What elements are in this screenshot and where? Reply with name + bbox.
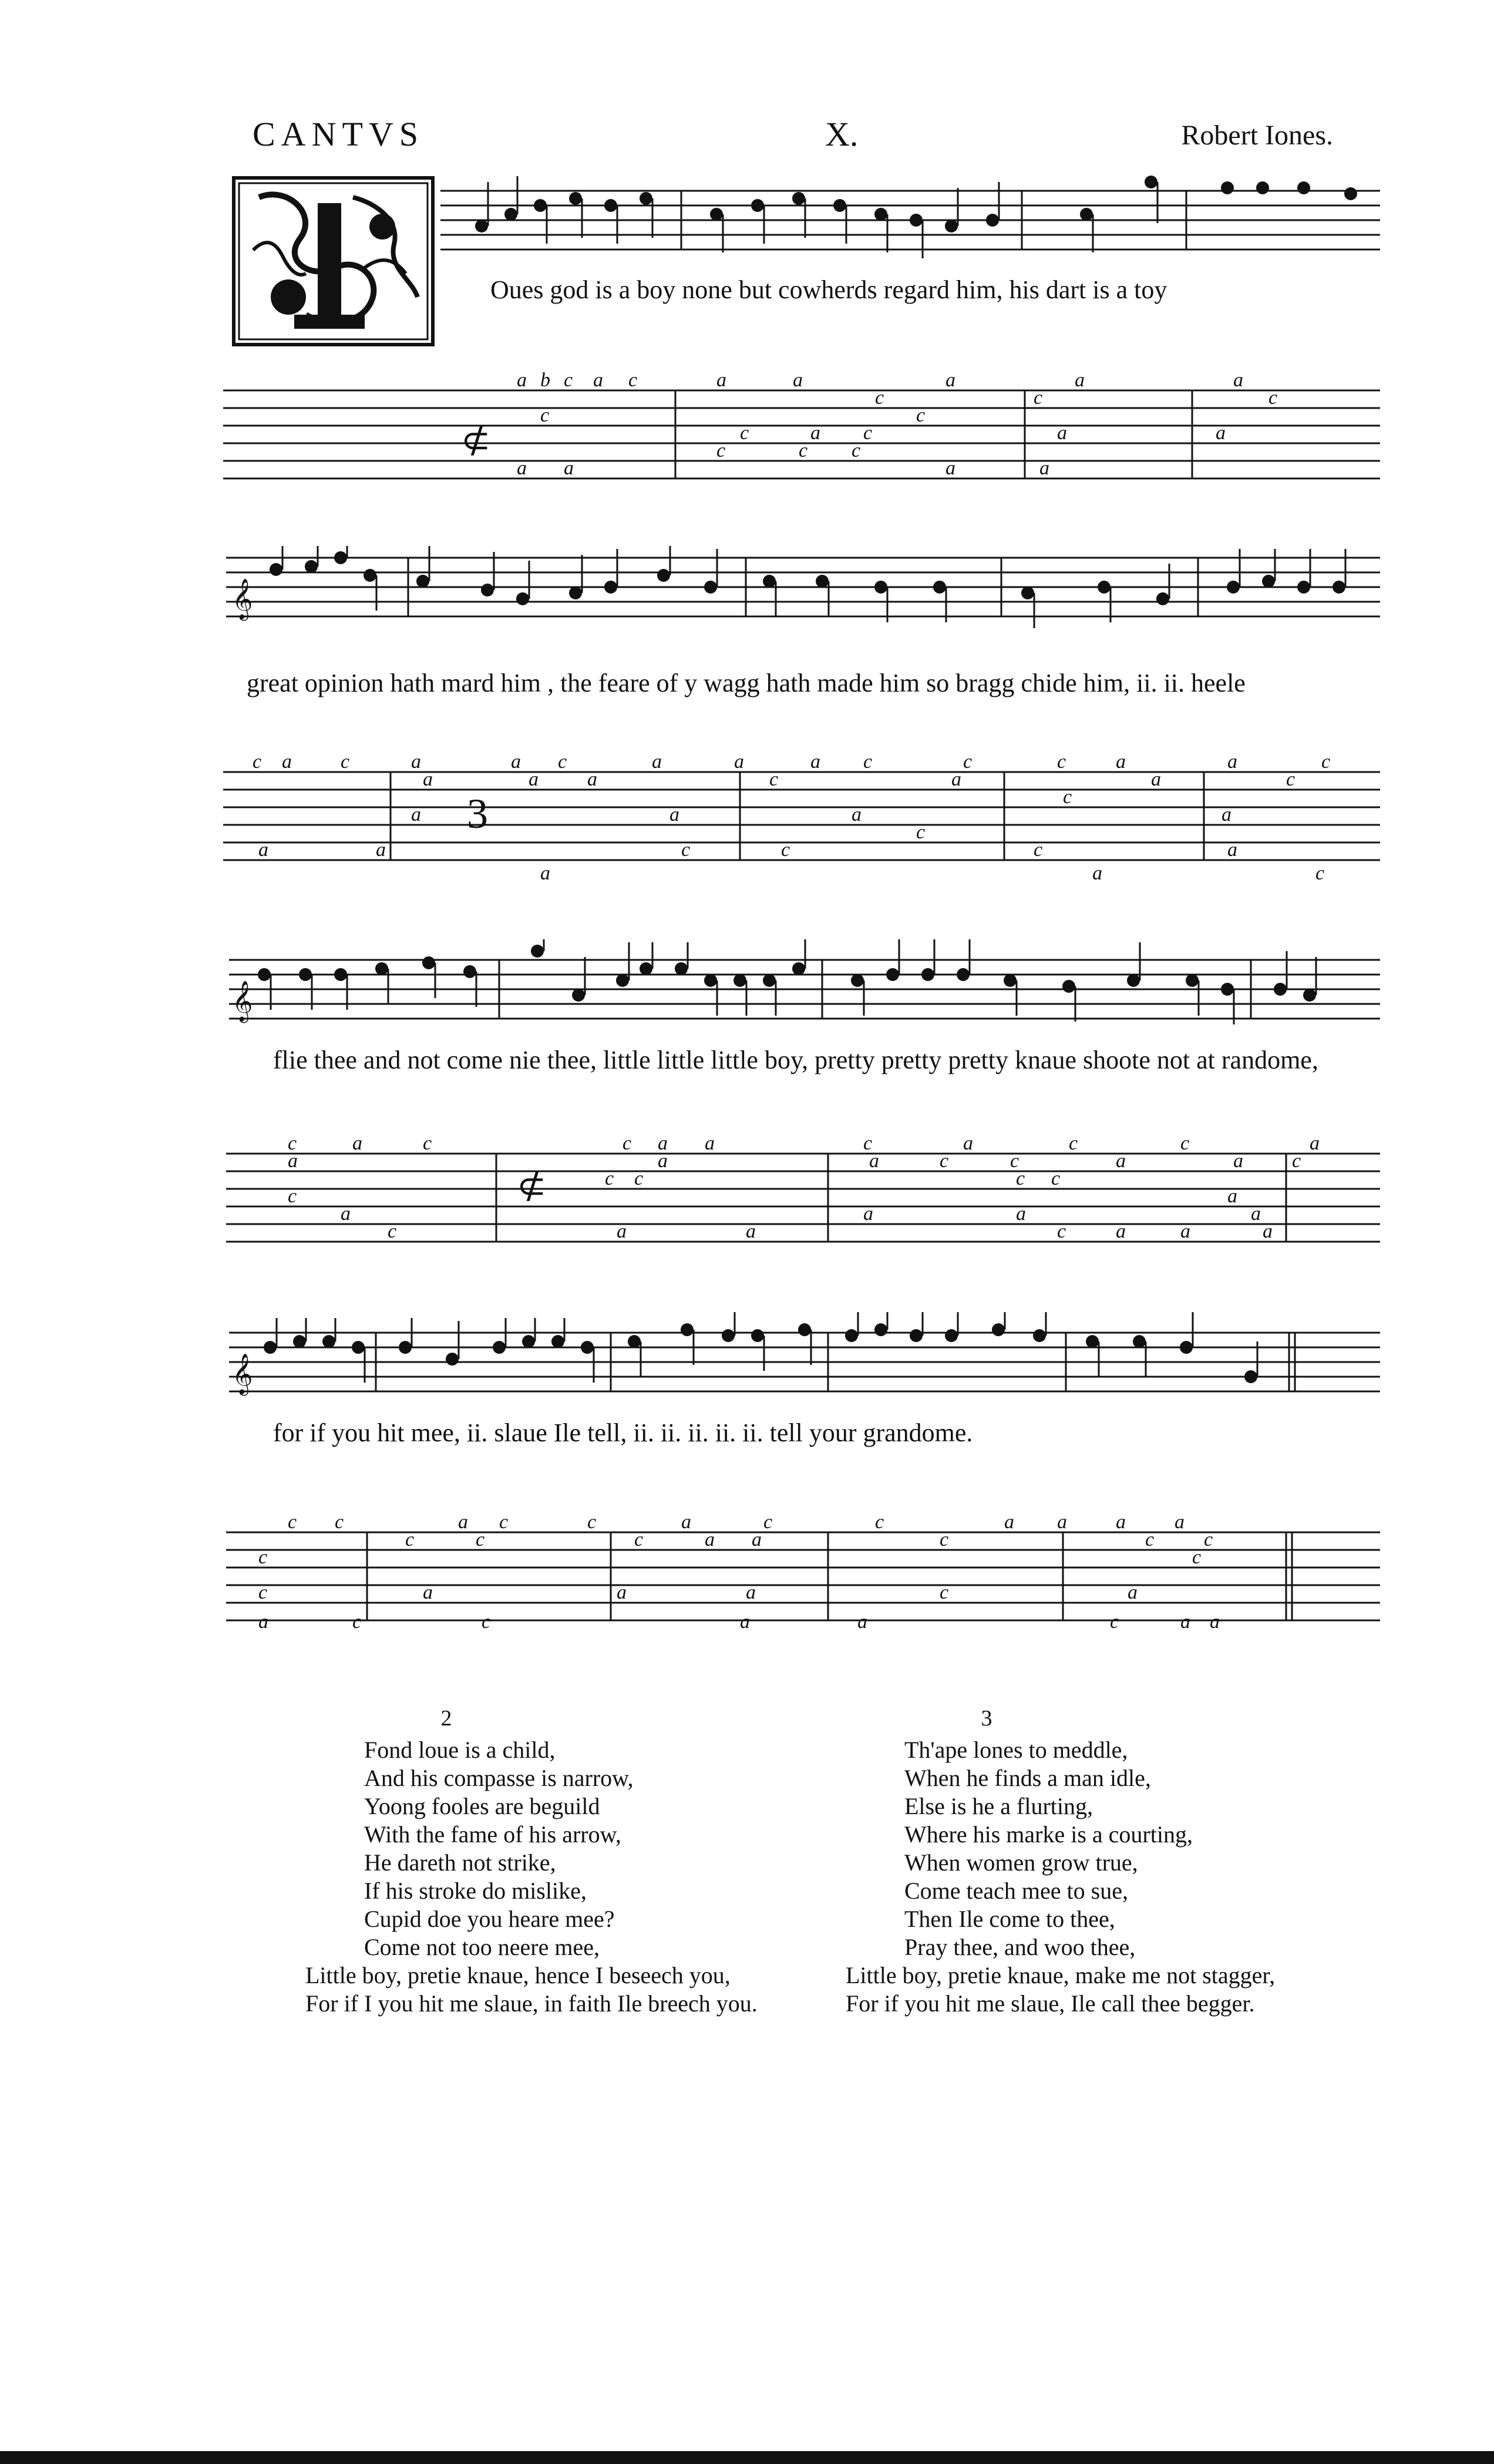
svg-text:c: c	[253, 751, 262, 773]
svg-text:a: a	[423, 768, 433, 790]
svg-text:a: a	[593, 369, 603, 391]
svg-text:c: c	[288, 1185, 297, 1207]
verse-2-line: Come not too neere mee,	[364, 1934, 600, 1960]
lyric-line-3: flie thee and not come nie thee, little little little boy, pretty pretty pretty knaue shoote not at randome,	[273, 1046, 1318, 1074]
svg-text:a: a	[945, 457, 955, 479]
svg-text:a: a	[1004, 1511, 1014, 1533]
svg-text:a: a	[511, 751, 521, 773]
verse-2-number: 2	[440, 1706, 452, 1731]
svg-text:a: a	[951, 768, 961, 790]
verse-2-refrain-line: Little boy, pretie knaue, hence I beseech you,	[305, 1962, 731, 1988]
svg-text:c: c	[622, 1132, 632, 1154]
music-notation-4	[0, 1295, 1494, 1670]
svg-text:c: c	[540, 405, 550, 426]
svg-text:c: c	[587, 1511, 597, 1533]
svg-text:a: a	[852, 804, 862, 825]
svg-text:c: c	[1286, 768, 1296, 790]
composer-name: Robert Iones.	[1181, 120, 1333, 151]
svg-text:a: a	[1116, 1150, 1126, 1172]
svg-text:a: a	[1263, 1221, 1273, 1242]
svg-text:a: a	[658, 1132, 668, 1154]
svg-text:c: c	[1016, 1168, 1025, 1189]
svg-text:a: a	[564, 457, 574, 479]
svg-text:a: a	[1180, 1221, 1190, 1242]
svg-text:c: c	[916, 405, 926, 426]
music-system-3	[0, 939, 1494, 1315]
music-system-4	[0, 1295, 1494, 1670]
svg-text:c: c	[423, 1132, 432, 1154]
svg-text:c: c	[1268, 387, 1278, 409]
svg-text:c: c	[963, 751, 973, 773]
svg-text:c: c	[863, 422, 873, 444]
svg-text:c: c	[335, 1511, 344, 1533]
svg-text:a: a	[746, 1221, 756, 1242]
svg-text:a: a	[258, 839, 268, 861]
svg-text:a: a	[1210, 1611, 1220, 1633]
svg-text:c: c	[405, 1529, 415, 1550]
lyric-line-1: Oues god is a boy none but cowherds regard him, his dart is a toy	[490, 275, 1167, 304]
music-system-1	[0, 170, 1494, 523]
svg-text:a: a	[945, 369, 955, 391]
svg-text:a: a	[517, 457, 527, 479]
lyric-line-4: for if you hit mee, ii. slaue Ile tell, ii. ii. ii. ii. ii. tell your grandome.	[273, 1418, 973, 1447]
svg-text:c: c	[1204, 1529, 1213, 1550]
svg-text:a: a	[705, 1132, 715, 1154]
scan-edge	[0, 2451, 1494, 2464]
svg-text:c: c	[352, 1611, 362, 1633]
svg-text:a: a	[1116, 1511, 1126, 1533]
svg-text:c: c	[499, 1511, 509, 1533]
svg-text:c: c	[1292, 1150, 1301, 1172]
svg-text:a: a	[411, 751, 421, 773]
svg-text:c: c	[1057, 1221, 1066, 1242]
verse-3-line: Where his marke is a courting,	[904, 1821, 1193, 1848]
verse-3-line: When women grow true,	[904, 1849, 1138, 1876]
svg-text:a: a	[529, 768, 539, 790]
svg-text:c: c	[940, 1582, 949, 1603]
svg-text:a: a	[1216, 422, 1226, 444]
svg-text:a: a	[857, 1611, 867, 1633]
svg-text:c: c	[288, 1511, 297, 1533]
svg-text:3: 3	[467, 790, 488, 837]
svg-text:a: a	[411, 804, 421, 825]
verse-3-refrain-line: For if you hit me slaue, Ile call thee begger.	[846, 1990, 1255, 2017]
svg-text:a: a	[810, 751, 820, 773]
svg-text:a: a	[540, 862, 550, 884]
additional-verses	[305, 1705, 1362, 2034]
music-system-2	[0, 546, 1494, 922]
svg-text:c: c	[940, 1150, 949, 1172]
svg-text:c: c	[1110, 1611, 1119, 1633]
verse-2-line: Yoong fooles are beguild	[364, 1793, 600, 1819]
svg-text:𝄞: 𝄞	[232, 1354, 253, 1393]
verse-3-refrain-line: Little boy, pretie knaue, make me not stagger,	[846, 1962, 1276, 1988]
svg-text:c: c	[258, 1582, 268, 1603]
verse-2-line: Cupid doe you heare mee?	[364, 1906, 615, 1932]
svg-text:c: c	[681, 839, 691, 861]
svg-text:c: c	[634, 1168, 644, 1189]
lyric-line-2: great opinion hath mard him , the feare of y wagg hath made him so bragg chide him, ii. ii. heele	[247, 669, 1246, 697]
svg-text:c: c	[482, 1611, 491, 1633]
svg-text:a: a	[1233, 1150, 1243, 1172]
verse-3	[846, 1705, 1374, 2018]
svg-text:a: a	[793, 369, 803, 391]
svg-text:𝄞: 𝄞	[232, 579, 253, 618]
svg-text:a: a	[376, 839, 386, 861]
svg-text:c: c	[605, 1168, 614, 1189]
svg-text:a: a	[458, 1511, 468, 1533]
svg-text:a: a	[282, 751, 292, 773]
svg-text:a: a	[1151, 768, 1161, 790]
svg-text:c: c	[1051, 1168, 1061, 1189]
svg-text:a: a	[734, 751, 744, 773]
svg-text:a: a	[1057, 422, 1067, 444]
svg-text:a: a	[1180, 1611, 1190, 1633]
svg-text:a: a	[1039, 457, 1049, 479]
svg-text:a: a	[752, 1529, 762, 1550]
svg-text:c: c	[1010, 1150, 1019, 1172]
svg-text:c: c	[1034, 387, 1043, 409]
svg-text:c: c	[628, 369, 638, 391]
svg-text:a: a	[1227, 751, 1237, 773]
verse-3-line: Pray thee, and woo thee,	[904, 1934, 1136, 1960]
svg-text:c: c	[564, 369, 573, 391]
svg-text:a: a	[341, 1203, 351, 1225]
svg-text:c: c	[1315, 862, 1325, 884]
svg-text:a: a	[423, 1582, 433, 1603]
svg-text:c: c	[716, 440, 726, 461]
svg-text:c: c	[740, 422, 749, 444]
svg-text:c: c	[852, 440, 861, 461]
svg-text:a: a	[1128, 1582, 1138, 1603]
svg-text:a: a	[617, 1221, 627, 1242]
voice-label: CANTVS	[253, 115, 425, 153]
svg-text:c: c	[1192, 1546, 1202, 1568]
verse-2	[305, 1705, 834, 2018]
svg-text:c: c	[558, 751, 567, 773]
svg-text:⊄: ⊄	[517, 1167, 547, 1205]
svg-text:c: c	[875, 1511, 884, 1533]
verse-2-refrain-line: For if I you hit me slaue, in faith Ile breech you.	[305, 1990, 758, 2017]
svg-text:c: c	[1180, 1132, 1190, 1154]
svg-text:a: a	[1116, 751, 1126, 773]
svg-text:c: c	[781, 839, 790, 861]
song-number: X.	[825, 115, 859, 153]
svg-text:a: a	[669, 804, 679, 825]
svg-text:a: a	[810, 422, 820, 444]
page-header	[253, 114, 1333, 161]
svg-text:a: a	[1227, 839, 1237, 861]
svg-text:a: a	[1233, 369, 1243, 391]
svg-text:a: a	[587, 768, 597, 790]
svg-text:c: c	[258, 1546, 268, 1568]
verse-3-line: When he finds a man idle,	[904, 1765, 1151, 1791]
svg-text:c: c	[1321, 751, 1331, 773]
svg-text:a: a	[1057, 1511, 1067, 1533]
svg-text:c: c	[1063, 786, 1072, 808]
svg-text:a: a	[258, 1611, 268, 1633]
svg-text:c: c	[1145, 1529, 1155, 1550]
svg-text:a: a	[1310, 1132, 1320, 1154]
svg-text:a: a	[746, 1582, 756, 1603]
verse-2-line: With the fame of his arrow,	[364, 1821, 621, 1848]
svg-text:a: a	[1092, 862, 1102, 884]
music-notation-3	[0, 939, 1494, 1315]
svg-text:c: c	[863, 1132, 873, 1154]
svg-text:c: c	[799, 440, 808, 461]
svg-text:a: a	[863, 1203, 873, 1225]
verse-2-line: And his compasse is narrow,	[364, 1765, 634, 1791]
svg-text:c: c	[1057, 751, 1066, 773]
svg-text:a: a	[1222, 804, 1231, 825]
svg-text:a: a	[652, 751, 662, 773]
svg-text:c: c	[634, 1529, 644, 1550]
svg-text:c: c	[1034, 839, 1043, 861]
verse-3-line: Come teach mee to sue,	[904, 1878, 1128, 1904]
music-notation-1	[0, 170, 1494, 523]
verse-3-line: Else is he a flurting,	[904, 1793, 1093, 1819]
svg-text:c: c	[476, 1529, 485, 1550]
svg-text:a: a	[681, 1511, 691, 1533]
svg-text:c: c	[763, 1511, 773, 1533]
svg-text:c: c	[288, 1132, 297, 1154]
verse-3-line: Then Ile come to thee,	[904, 1906, 1115, 1932]
svg-text:c: c	[388, 1221, 397, 1242]
svg-text:a: a	[1016, 1203, 1026, 1225]
svg-text:a: a	[1251, 1203, 1261, 1225]
svg-text:⊄: ⊄	[461, 421, 491, 460]
music-notation-2	[0, 546, 1494, 922]
svg-text:a: a	[1227, 1185, 1237, 1207]
svg-text:𝄞: 𝄞	[232, 982, 253, 1020]
svg-text:a: a	[705, 1529, 715, 1550]
verse-3-number: 3	[981, 1706, 992, 1731]
svg-text:c: c	[863, 751, 873, 773]
svg-text:a: a	[963, 1132, 973, 1154]
verse-3-line: Th'ape lones to meddle,	[904, 1737, 1128, 1763]
svg-text:c: c	[341, 751, 350, 773]
svg-text:a: a	[617, 1582, 627, 1603]
svg-text:a: a	[288, 1150, 298, 1172]
svg-text:a: a	[1075, 369, 1085, 391]
svg-text:b: b	[540, 369, 550, 391]
verse-2-line: He dareth not strike,	[364, 1849, 556, 1876]
svg-text:c: c	[1069, 1132, 1078, 1154]
verse-2-line: Fond loue is a child,	[364, 1737, 556, 1763]
svg-text:c: c	[769, 768, 779, 790]
svg-text:a: a	[740, 1611, 750, 1633]
svg-text:a: a	[869, 1150, 879, 1172]
svg-text:c: c	[916, 821, 926, 843]
svg-text:c: c	[940, 1529, 949, 1550]
svg-text:a: a	[517, 369, 527, 391]
svg-text:a: a	[658, 1150, 668, 1172]
svg-text:c: c	[875, 387, 884, 409]
verse-2-line: If his stroke do mislike,	[364, 1878, 587, 1904]
svg-text:a: a	[1116, 1221, 1126, 1242]
svg-text:a: a	[352, 1132, 362, 1154]
svg-text:a: a	[1175, 1511, 1185, 1533]
svg-text:a: a	[716, 369, 726, 391]
